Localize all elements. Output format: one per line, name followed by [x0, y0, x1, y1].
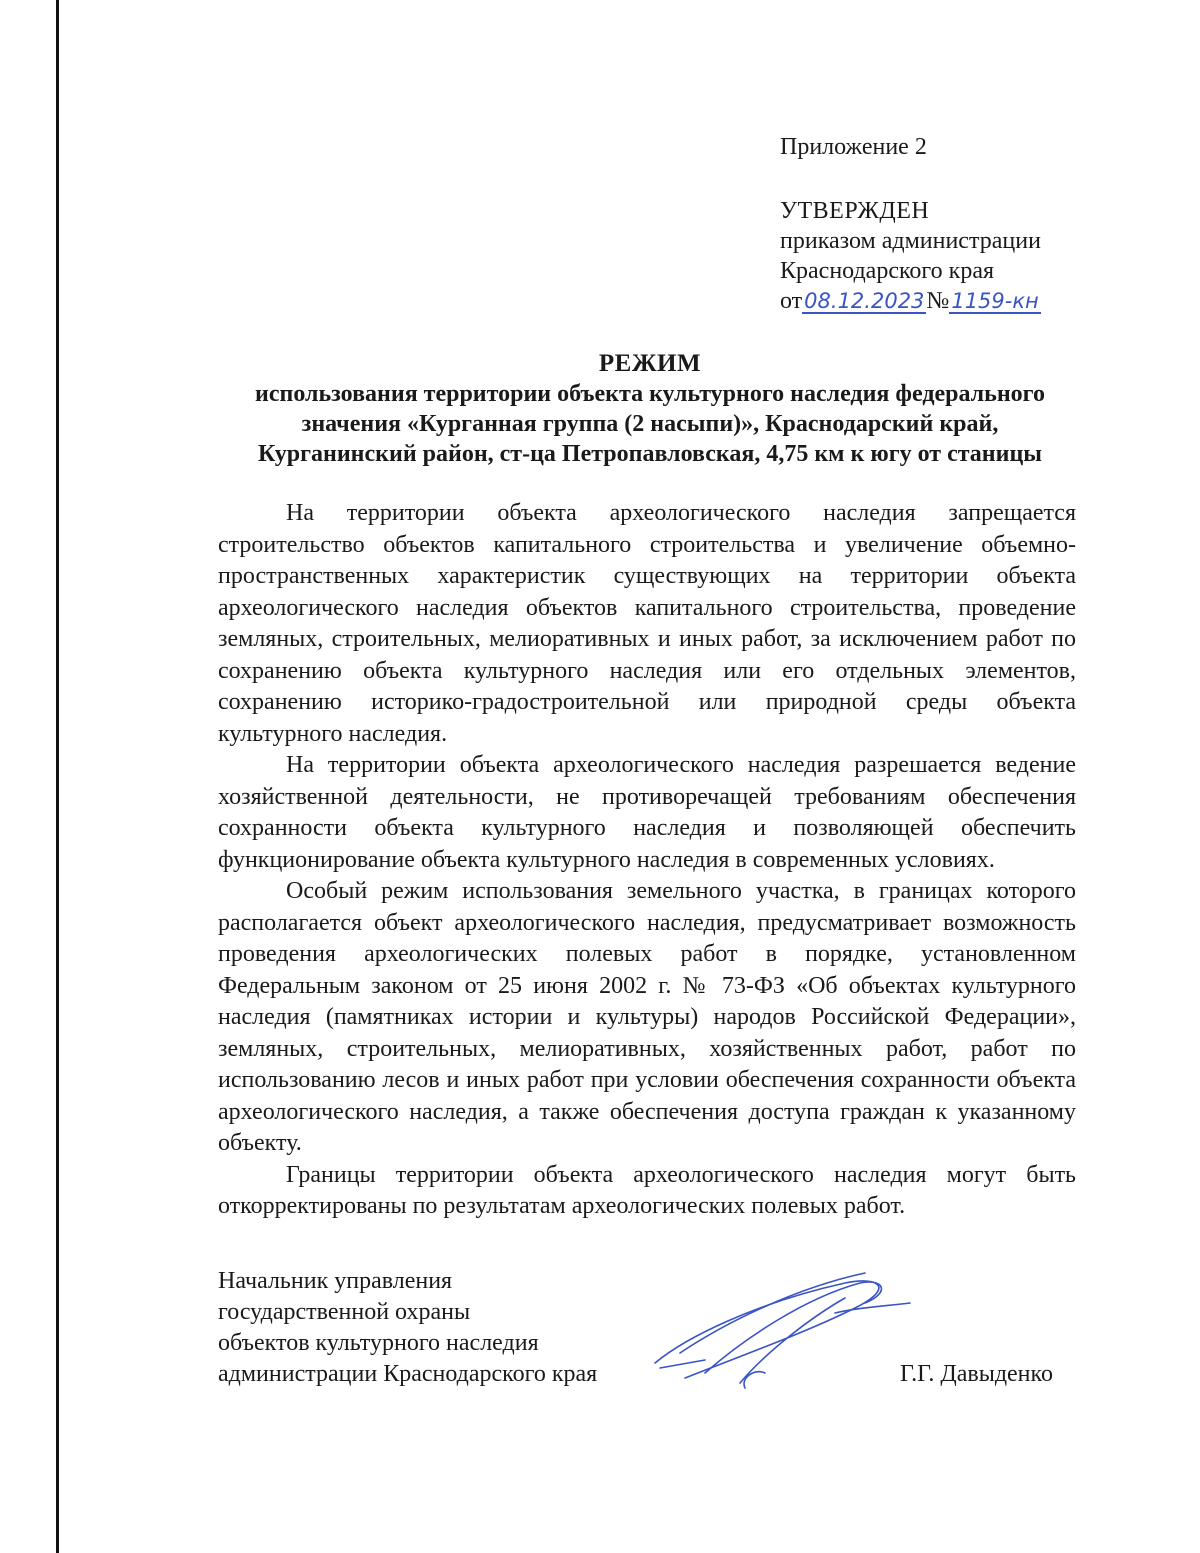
appendix-label: Приложение 2 — [780, 134, 927, 160]
title-line-2: значения «Курганная группа (2 насыпи)», Краснодарский край, — [301, 411, 999, 437]
number-prefix: № — [926, 288, 950, 314]
title-main: РЕЖИМ — [598, 350, 702, 377]
approved-heading: УТВЕРЖДЕН — [780, 198, 930, 224]
paragraph-special-regime: Особый режим использования земельного участка, в границах которого располагается объект археологического наследия, предусматривает возможность проведения археологических полевых работ в порядке, установленном Федеральным законом от 25 июня 2002 г. № 73-ФЗ «Об объектах культурного наследия (памятниках истории и культуры) народов Российской Федерации», земляных, строительных, мелиоративных, хозяйственных работ, работ по использованию лесов и иных работ при условии обеспечения сохранности объекта археологического наследия, а также обеспечения доступа граждан к указанному объекту. — [218, 878, 1076, 1156]
handwritten-signature — [645, 1268, 915, 1398]
paragraph-permissions: На территории объекта археологического наследия разрешается ведение хозяйственной деятельности, не противоречащей требованиям обеспечения сохранности объекта культурного наследия и позволяющей обеспечить функционирование объекта культурного наследия в современных условиях. — [218, 752, 1076, 873]
document-body — [218, 498, 1076, 1223]
title-line-3: Курганинский район, ст-ца Петропавловская, 4,75 км к югу от станицы — [257, 441, 1043, 467]
signer-line-2: государственной охраны — [218, 1299, 471, 1325]
signer-line-4: администрации Краснодарского края — [218, 1361, 598, 1387]
date-prefix: от — [780, 288, 803, 314]
signer-line-3: объектов культурного наследия — [218, 1330, 539, 1356]
document-title — [220, 349, 1080, 469]
paragraph-prohibitions: На территории объекта археологического наследия запрещается строительство объектов капитального строительства и увеличение объемно-пространственных характеристик существующих на территории объекта археологического наследия объектов капитального строительства, проведение земляных, строительных, мелиоративных и иных работ, за исключением работ по сохранению объекта культурного наследия или его отдельных элементов, сохранению историко-градостроительной или природной среды объекта культурного наследия. — [218, 500, 1076, 747]
order-number: 1159-кн — [951, 289, 1039, 313]
paragraph-boundaries: Границы территории объекта археологического наследия могут быть откорректированы по результатам археологических полевых работ. — [218, 1161, 1076, 1219]
approval-date-number — [780, 286, 1041, 316]
approval-line-2: Краснодарского края — [780, 258, 995, 284]
page-edge — [56, 0, 59, 1553]
signer-line-1: Начальник управления — [218, 1268, 453, 1294]
approval-block — [780, 196, 1041, 316]
approval-line-1: приказом администрации — [780, 228, 1041, 254]
order-date: 08.12.2023 — [804, 289, 925, 313]
title-line-1: использования территории объекта культурного наследия федерального — [255, 381, 1045, 407]
signer-name: Г.Г. Давыденко — [900, 1361, 1053, 1387]
signer-position — [218, 1266, 597, 1390]
